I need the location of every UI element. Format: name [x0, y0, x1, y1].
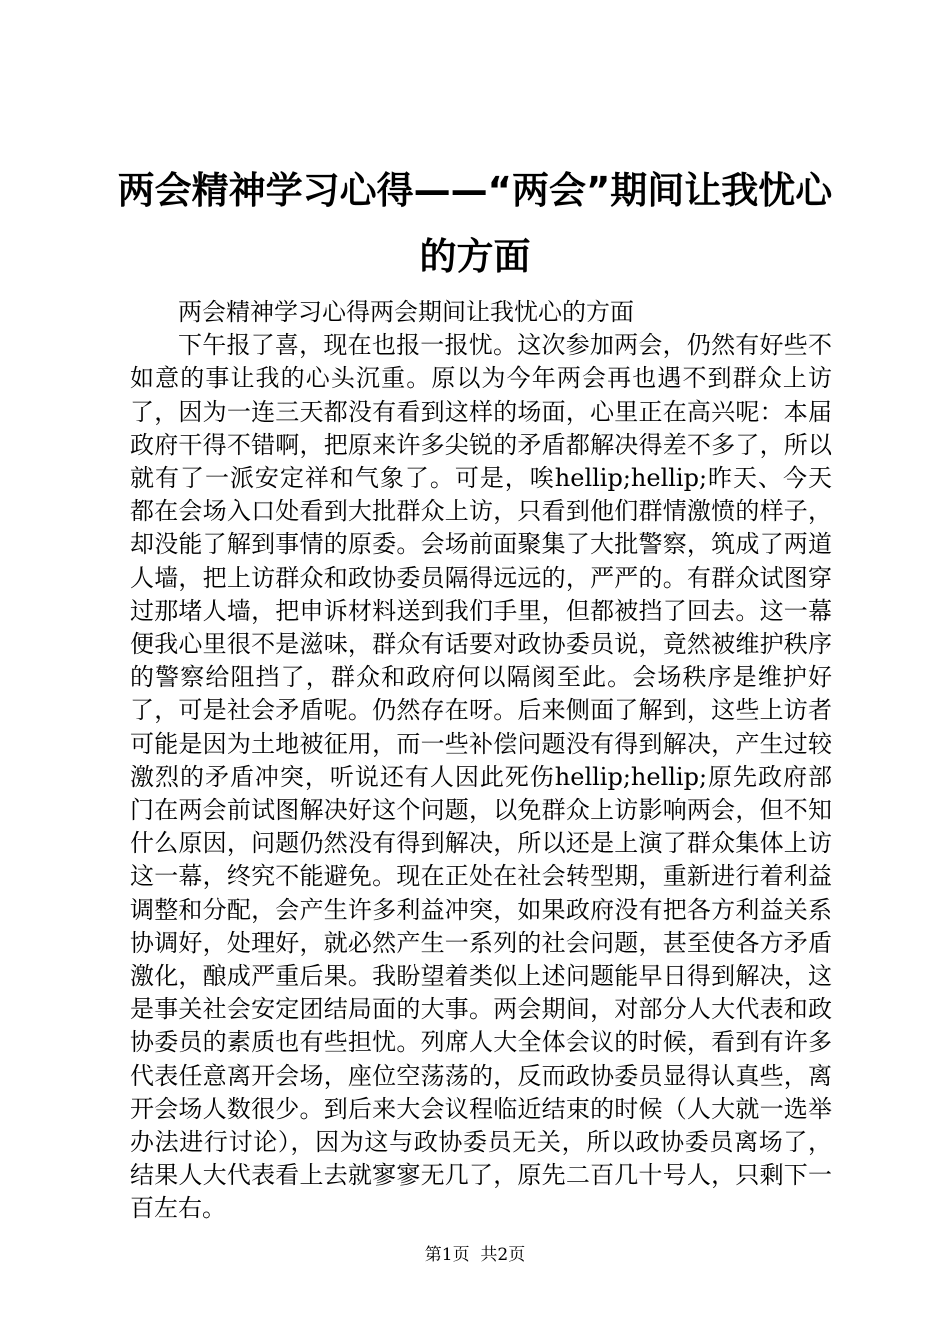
main-paragraph: 下午报了喜，现在也报一报忧。这次参加两会，仍然有好些不如意的事让我的心头沉重。原以为今年两会再也遇不到群众上访了，因为一连三天都没有看到这样的场面，心里正在高兴呢：本届政府干得不错啊，把原来许多尖锐的矛盾都解决得差不多了，所以就有了一派安定祥和气象了。可是，唉hellip;hellip;昨天、今天都在会场入口处看到大批群众上访，只看到他们群情激愤的样子，却没能了解到事情的原委。会场前面聚集了大批警察，筑成了两道人墙，把上访群众和政协委员隔得远远的，严严的。有群众试图穿过那堵人墙，把申诉材料送到我们手里，但都被挡了回去。这一幕便我心里很不是滋味，群众有话要对政协委员说，竟然被维护秩序的警察给阻挡了，群众和政府何以隔阂至此。会场秩序是维护好了，可是社会矛盾呢。仍然存在呀。后来侧面了解到，这些上访者可能是因为土地被征用，而一些补偿问题没有得到解决，产生过较激烈的矛盾冲突，听说还有人因此死伤hellip;hellip;原先政府部门在两会前试图解决好这个问题，以免群众上访影响两会，但不知什么原因，问题仍然没有得到解决，所以还是上演了群众集体上访这一幕，终究不能避免。现在正处在社会转型期，重新进行着利益调整和分配，会产生许多利益冲突，如果政府没有把各方利益关系协调好，处理好，就必然产生一系列的社会问题，甚至使各方矛盾激化，酿成严重后果。我盼望着类似上述问题能早日得到解决，这是事关社会安定团结局面的大事。两会期间，对部分人大代表和政协委员的素质也有些担忧。列席人大全体会议的时候，看到有许多代表任意离开会场，座位空荡荡的，反而政协委员显得认真些，离开会场人数很少。到后来大会议程临近结束的时候（人大就一选举办法进行讨论），因为这与政协委员无关，所以政协委员离场了，结果人大代表看上去就寥寥无几了，原先二百几十号人，只剩下一百左右。 — [130, 331, 832, 1223]
document-body — [130, 296, 832, 1226]
page-total: 共2页 — [480, 1245, 526, 1265]
intro-paragraph: 两会精神学习心得两会期间让我忧心的方面 — [178, 298, 634, 326]
page-number: 第1页 — [424, 1245, 470, 1265]
document-title: 两会精神学习心得——“两会”期间让我忧心的方面 — [117, 169, 833, 278]
page-footer — [0, 1243, 950, 1267]
